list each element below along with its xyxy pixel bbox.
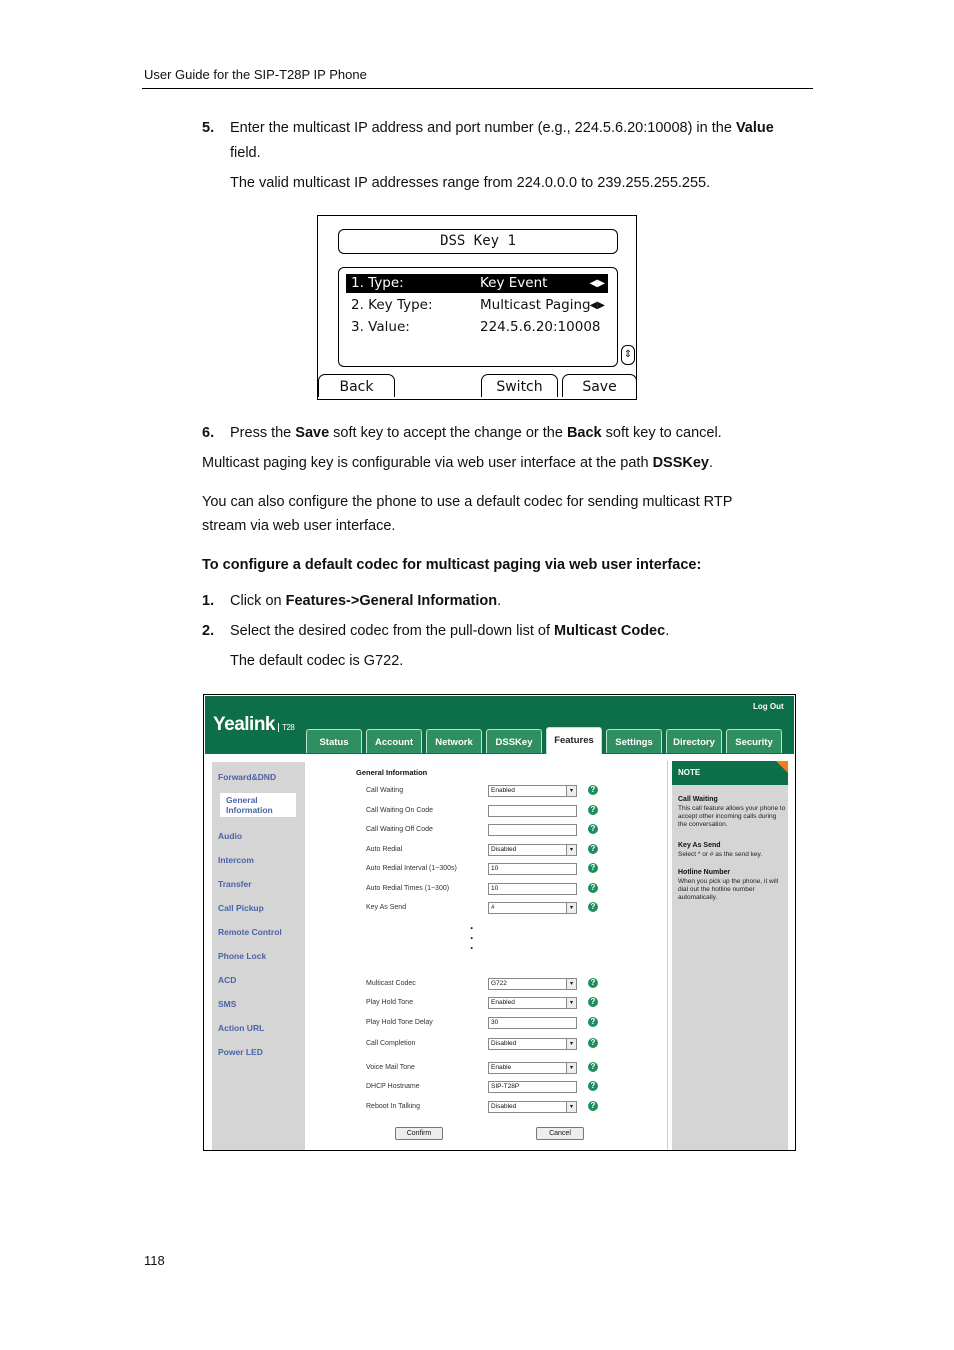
- back-term: Back: [566, 425, 602, 441]
- play-hold-tone-select[interactable]: [488, 997, 577, 1009]
- auto-redial-select[interactable]: [488, 844, 577, 856]
- save-term: Save: [295, 425, 330, 441]
- confirm-button[interactable]: Confirm: [395, 1127, 443, 1140]
- left-right-arrow-icon: ◀▶: [589, 300, 605, 311]
- step6-post: soft key to cancel.: [601, 425, 722, 441]
- play-hold-tone-delay-input[interactable]: 30: [488, 1017, 577, 1029]
- step5-number: 5.: [202, 120, 215, 136]
- help-icon[interactable]: ?: [588, 863, 598, 873]
- select-value: Enable: [491, 1064, 512, 1071]
- note-corner-flag: [776, 761, 788, 773]
- lcd-row-value-field[interactable]: [346, 318, 608, 337]
- panel-divider: [667, 761, 668, 1150]
- help-icon[interactable]: ?: [588, 978, 598, 988]
- help-icon[interactable]: ?: [588, 785, 598, 795]
- sidebar-item-intercom[interactable]: Intercom: [218, 855, 254, 865]
- field-label: Voice Mail Tone: [366, 1064, 415, 1071]
- step5-value-term: Value: [735, 120, 774, 136]
- tab-dsskey[interactable]: DSSKey: [486, 729, 542, 753]
- step1-number: 1.: [202, 593, 215, 609]
- help-icon[interactable]: ?: [588, 1081, 598, 1091]
- dsskey-term: DSSKey: [652, 455, 709, 471]
- note-text-call-waiting: This call feature allows your phone to accept other incoming calls during the conversation.: [678, 805, 786, 828]
- scroll-icon: ⇕: [621, 345, 635, 365]
- features-path-term: Features->General Information: [285, 593, 498, 609]
- tab-account[interactable]: Account: [366, 729, 422, 753]
- step5-text: Enter the multicast IP address and port number (e.g., 224.5.6.20:10008) in the: [230, 120, 736, 136]
- field-label: Call Waiting: [366, 787, 404, 794]
- chevron-down-icon: ▾: [566, 1039, 576, 1049]
- tab-status[interactable]: Status: [306, 729, 362, 753]
- step1-post: .: [497, 593, 502, 609]
- select-value: Disabled: [491, 1103, 517, 1110]
- softkey-back[interactable]: Back: [318, 374, 395, 397]
- note-text-hotline-number: When you pick up the phone, it will dial out the hotline number automatically.: [678, 878, 779, 901]
- tab-settings[interactable]: Settings: [606, 729, 662, 753]
- field-label: Play Hold Tone: [366, 999, 413, 1006]
- field-label: Multicast Codec: [366, 980, 416, 987]
- field-label: Auto Redial Times (1~300): [366, 885, 450, 892]
- field-label: Auto Redial: [366, 846, 403, 853]
- para-dsskey: [202, 453, 713, 473]
- chevron-down-icon: ▾: [566, 1102, 576, 1112]
- dhcp-hostname-input[interactable]: SIP-T28P: [488, 1081, 577, 1093]
- field-label: Call Waiting Off Code: [366, 826, 433, 833]
- select-value: Enabled: [491, 999, 515, 1006]
- call-waiting-off-code-input[interactable]: [488, 824, 577, 836]
- sidebar-item-call-pickup[interactable]: Call Pickup: [218, 903, 264, 913]
- sidebar-item-transfer[interactable]: Transfer: [218, 879, 252, 889]
- chevron-down-icon: ▾: [566, 979, 576, 989]
- step2-post: .: [665, 623, 670, 639]
- lcd-row-label: 3. Value:: [351, 319, 410, 335]
- field-label: DHCP Hostname: [366, 1083, 420, 1090]
- sidebar-item-forward-dnd[interactable]: Forward&DND: [218, 772, 277, 782]
- web-ui-screenshot: [203, 694, 796, 1151]
- ellipsis-icon: · · ·: [470, 921, 474, 955]
- note-title-key-as-send: Key As Send: [678, 842, 721, 849]
- help-icon[interactable]: ?: [588, 1101, 598, 1111]
- voice-mail-tone-select[interactable]: [488, 1062, 577, 1074]
- call-waiting-on-code-input[interactable]: [488, 805, 577, 817]
- help-icon[interactable]: ?: [588, 805, 598, 815]
- sidebar-item-sms[interactable]: SMS: [218, 999, 237, 1009]
- logo-text: Yealink: [213, 714, 275, 735]
- page-number: 118: [144, 1253, 165, 1268]
- help-icon[interactable]: ?: [588, 844, 598, 854]
- procedure-heading: To configure a default codec for multicast paging via web user interface:: [202, 557, 702, 573]
- default-codec-note: The default codec is G722.: [230, 653, 404, 669]
- help-icon[interactable]: ?: [588, 902, 598, 912]
- phone-lcd-screenshot: [317, 215, 637, 400]
- note-title-hotline-number: Hotline Number: [678, 869, 731, 876]
- select-value: Disabled: [491, 1040, 517, 1047]
- lcd-row-value: 224.5.6.20:10008: [480, 319, 601, 335]
- sidebar-item-acd[interactable]: ACD: [218, 975, 237, 985]
- help-icon[interactable]: ?: [588, 824, 598, 834]
- para-codec-line1: You can also configure the phone to use a default codec for sending multicast RTP: [202, 494, 733, 510]
- lcd-row-label: 2. Key Type:: [351, 297, 433, 313]
- auto-redial-times-input[interactable]: 10: [488, 883, 577, 895]
- call-completion-select[interactable]: [488, 1038, 577, 1050]
- sidebar-item-action-url[interactable]: Action URL: [218, 1023, 265, 1033]
- chevron-down-icon: ▾: [566, 1063, 576, 1073]
- left-right-arrow-icon: ◀▶: [589, 278, 605, 289]
- tab-directory[interactable]: Directory: [666, 729, 722, 753]
- step1-text: [230, 591, 501, 611]
- chevron-down-icon: ▾: [566, 998, 576, 1008]
- form-title: General Information: [356, 768, 428, 777]
- field-label: Play Hold Tone Delay: [366, 1019, 433, 1026]
- field-label: Auto Redial Interval (1~300s): [366, 865, 457, 872]
- logout-link[interactable]: Log Out: [753, 702, 784, 711]
- sidebar-item-phone-lock[interactable]: Phone Lock: [218, 951, 267, 961]
- tab-network[interactable]: Network: [426, 729, 482, 753]
- step2-pre: Select the desired codec from the pull-down list of: [230, 623, 554, 639]
- step6-number: 6.: [202, 425, 215, 441]
- running-header: User Guide for the SIP-T28P IP Phone: [144, 67, 367, 82]
- sidebar-item-power-led[interactable]: Power LED: [218, 1047, 263, 1057]
- chevron-down-icon: ▾: [566, 786, 576, 796]
- chevron-down-icon: ▾: [566, 903, 576, 913]
- sidebar-item-remote-control[interactable]: Remote Control: [218, 927, 282, 937]
- select-value: #: [491, 904, 495, 911]
- field-label: Call Waiting On Code: [366, 807, 434, 814]
- help-icon[interactable]: ?: [588, 1038, 598, 1048]
- field-label: Key As Send: [366, 904, 407, 911]
- field-label: Reboot In Talking: [366, 1103, 420, 1110]
- call-waiting-select[interactable]: [488, 785, 577, 797]
- help-icon[interactable]: ?: [588, 1017, 598, 1027]
- lcd-row-key-type[interactable]: [346, 296, 608, 315]
- multicast-codec-select[interactable]: [488, 978, 577, 990]
- step1-pre: Click on: [230, 593, 286, 609]
- sidebar-item-general-information[interactable]: General Information: [220, 793, 296, 817]
- lcd-row-type[interactable]: [346, 274, 608, 293]
- tab-features[interactable]: Features: [546, 727, 602, 754]
- select-value: G722: [491, 980, 507, 987]
- softkey-switch[interactable]: Switch: [481, 374, 558, 397]
- yealink-logo: [213, 714, 294, 736]
- reboot-in-talking-select[interactable]: [488, 1101, 577, 1113]
- select-value: Enabled: [491, 787, 515, 794]
- tab-security[interactable]: Security: [726, 729, 782, 753]
- lcd-menu-box: [338, 267, 618, 367]
- help-icon[interactable]: ?: [588, 997, 598, 1007]
- help-icon[interactable]: ?: [588, 1062, 598, 1072]
- lcd-row-value: Multicast Paging: [480, 297, 591, 313]
- para-dsskey-end: .: [708, 455, 714, 471]
- header-rule: [142, 88, 813, 89]
- note-title-call-waiting: Call Waiting: [678, 796, 718, 803]
- step5-range: The valid multicast IP addresses range from 224.0.0.0 to 239.255.255.255.: [230, 175, 711, 191]
- softkey-save[interactable]: Save: [562, 374, 637, 397]
- note-text-key-as-send: Select * or # as the send key.: [678, 851, 763, 858]
- field-label: Call Completion: [366, 1040, 416, 1047]
- logo-model: T28: [278, 723, 294, 732]
- step5-line1: [230, 118, 774, 138]
- step6-text: [230, 423, 722, 443]
- auto-redial-interval-input[interactable]: 10: [488, 863, 577, 875]
- step6-mid: soft key to accept the change or the: [329, 425, 567, 441]
- lcd-title: DSS Key 1: [338, 229, 618, 254]
- chevron-down-icon: ▾: [566, 845, 576, 855]
- note-header: NOTE: [672, 761, 788, 785]
- para-dsskey-text: Multicast paging key is configurable via web user interface at the path: [202, 455, 653, 471]
- step6-pre: Press the: [230, 425, 296, 441]
- cancel-button[interactable]: Cancel: [536, 1127, 584, 1140]
- lcd-row-value: Key Event: [480, 275, 548, 291]
- step2-number: 2.: [202, 623, 215, 639]
- multicast-codec-term: Multicast Codec: [554, 623, 666, 639]
- help-icon[interactable]: ?: [588, 883, 598, 893]
- lcd-row-label: 1. Type:: [351, 275, 404, 291]
- step2-text: [230, 621, 669, 641]
- select-value: Disabled: [491, 846, 517, 853]
- key-as-send-select[interactable]: [488, 902, 577, 914]
- para-codec-line2: stream via web user interface.: [202, 518, 396, 534]
- sidebar-item-audio[interactable]: Audio: [218, 831, 243, 841]
- step5-line2: field.: [230, 145, 261, 161]
